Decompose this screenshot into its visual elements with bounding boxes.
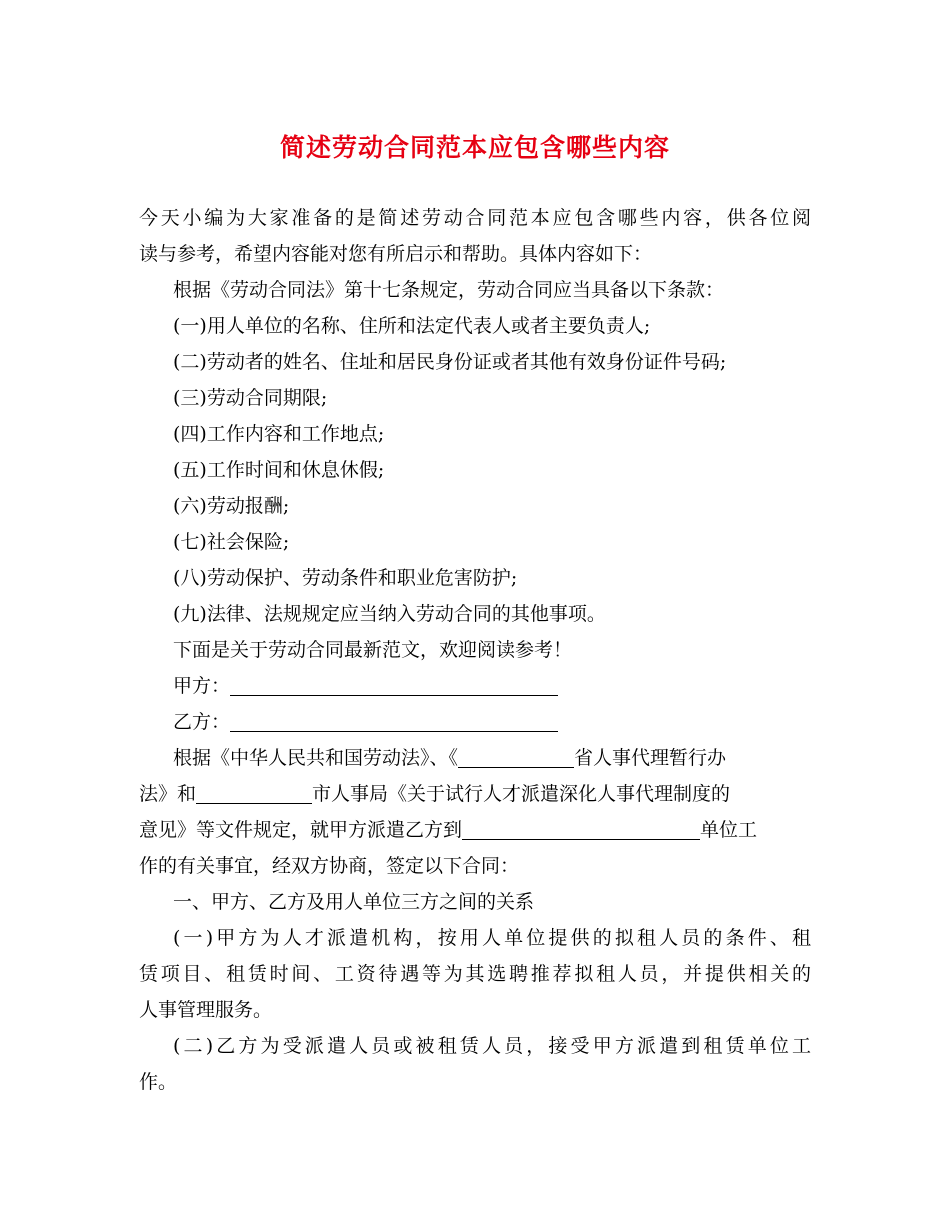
unit-blank: [462, 817, 700, 840]
party-b-blank: [230, 709, 558, 732]
clause-1-line-1: (一)甲方为人才派遣机构，按用人单位提供的拟租人员的条件、租: [173, 927, 811, 949]
clause-1-line-2: 赁项目、租赁时间、工资待遇等为其选聘推荐拟租人员，并提供相关的: [139, 963, 811, 985]
clause-item-5: (五)工作时间和休息休假;: [173, 459, 385, 481]
clause-item-3: (三)劳动合同期限;: [173, 387, 328, 409]
clause-item-2: (二)劳动者的姓名、住址和居民身份证或者其他有效身份证件号码;: [173, 351, 727, 373]
clause-2-line-2: 作。: [139, 1071, 178, 1093]
basis-line-1: [139, 740, 811, 776]
clause-item-4: (四)工作内容和工作地点;: [173, 423, 385, 445]
basis-text-3a: 意见》等文件规定，就甲方派遣乙方到: [139, 819, 463, 841]
law-basis-line: 根据《劳动合同法》第十七条规定，劳动合同应当具备以下条款：: [173, 279, 725, 301]
party-a-label: 甲方：: [173, 675, 231, 697]
party-a-blank: [230, 673, 558, 696]
party-b-line: [139, 704, 811, 740]
party-b-label: 乙方：: [173, 711, 231, 733]
document-body: [139, 200, 811, 1100]
basis-text-2a: 法》和: [139, 783, 197, 805]
basis-text-1b: 省人事代理暂行办: [574, 747, 727, 769]
clause-1-line-3: 人事管理服务。: [139, 999, 273, 1021]
basis-line-2: [139, 776, 811, 812]
intro-line-2: 读与参考，希望内容能对您有所启示和帮助。具体内容如下：: [139, 243, 653, 265]
basis-text-1a: 根据《中华人民共和国劳动法》、《: [173, 747, 459, 769]
basis-line-3: [139, 812, 811, 848]
city-blank: [196, 781, 312, 804]
clause-item-9: (九)法律、法规规定应当纳入劳动合同的其他事项。: [173, 603, 606, 625]
basis-line-4: 作的有关事宜，经双方协商，签定以下合同：: [139, 855, 520, 877]
document-title: 简述劳动合同范本应包含哪些内容: [279, 133, 670, 162]
party-a-line: [139, 668, 811, 704]
intro-line-1: 今天小编为大家准备的是简述劳动合同范本应包含哪些内容，供各位阅: [139, 207, 811, 229]
clause-item-7: (七)社会保险;: [173, 531, 290, 553]
clause-item-1: (一)用人单位的名称、住所和法定代表人或者主要负责人;: [173, 315, 651, 337]
clause-2-line-1: (二)乙方为受派遣人员或被租赁人员，接受甲方派遣到租赁单位工: [173, 1035, 811, 1057]
clause-item-6: (六)劳动报酬;: [173, 495, 290, 517]
section-heading-1: 一、甲方、乙方及用人单位三方之间的关系: [173, 891, 535, 913]
basis-text-2b: 市人事局《关于试行人才派遣深化人事代理制度的: [312, 783, 731, 805]
sample-intro-line: 下面是关于劳动合同最新范文，欢迎阅读参考！: [173, 639, 573, 661]
province-blank: [458, 745, 574, 768]
basis-text-3b: 单位工: [700, 819, 758, 841]
clause-item-8: (八)劳动保护、劳动条件和职业危害防护;: [173, 567, 518, 589]
